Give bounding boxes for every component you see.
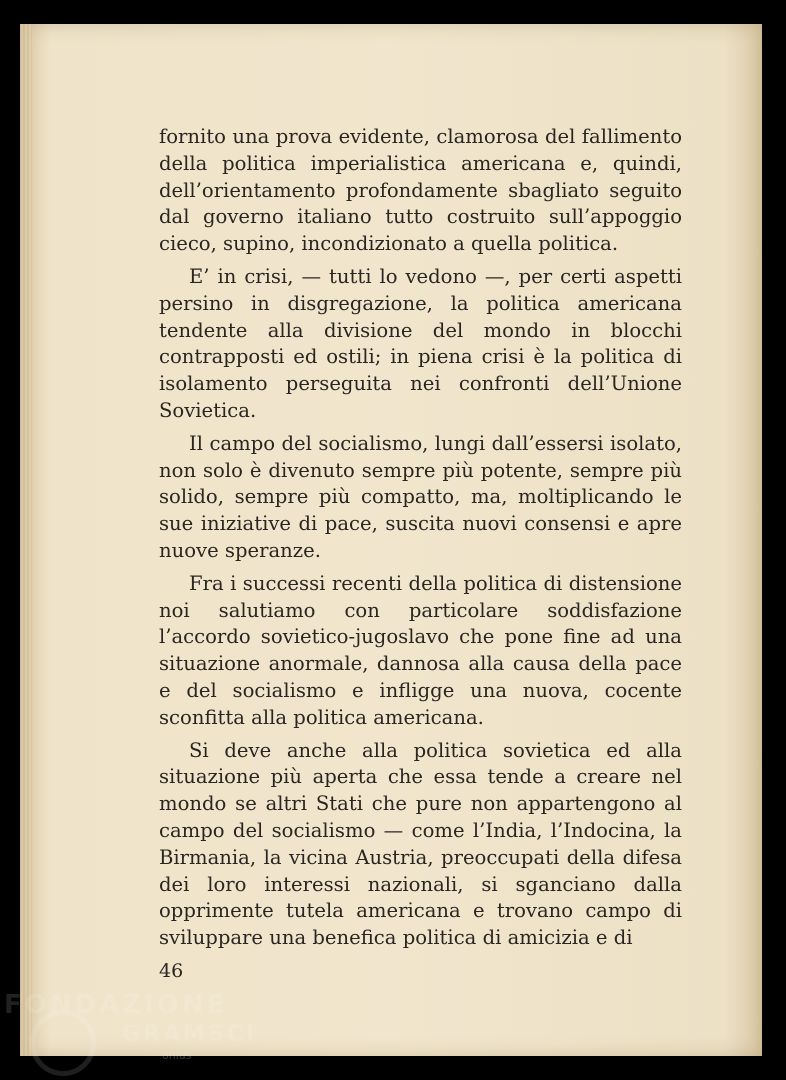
paragraph-3: Il campo del socialismo, lungi dall’essersi isolato, non solo è divenuto sempre più potente, sempre più solido, sempre più compatto, ma, moltiplicando le sue iniziative di pace, suscita nuovi consensi e apre nuove speranze. — [159, 431, 682, 562]
paragraph-1: fornito una prova evidente, clamorosa del fallimento della politica imperialistica americana e, quindi, dell’orientamento profondamente sbagliato seguito dal governo italiano tutto costruito sull’appoggio cieco, supino, incondizionato a quella politica. — [159, 125, 682, 256]
body-text — [159, 124, 682, 958]
page-number: 46 — [159, 960, 184, 982]
watermark-line-2: GRAMSCI — [122, 1022, 258, 1047]
paragraph-5: Si deve anche alla politica sovietica ed alla situazione più aperta che essa tende a creare nel mondo se altri Stati che pure non appartengono al campo del socialismo — come l’India, l’Indocina, la Birmania, la vicina Austria, preoccupati della difesa dei loro interessi nazionali, si sganciano dalla opprimente tutela americana e trovano campo di sviluppare una benefica politica di amicizia e di — [159, 738, 682, 950]
watermark — [4, 990, 257, 1050]
paragraph-2: E’ in crisi, — tutti lo vedono —, per certi aspetti persino in disgregazione, la politica americana tendente alla divisione del mondo in blocchi contrapposti ed ostili; in piena crisi è la politica di isolamento perseguita nei confronti dell’Unione Sovietica. — [159, 264, 682, 422]
watermark-onlus: onlus — [162, 1049, 192, 1062]
page-edges — [20, 24, 32, 1056]
watermark-line-1: FONDAZIONE — [4, 990, 228, 1020]
paragraph-4: Fra i successi recenti della politica di distensione noi salutiamo con particolare soddisfazione l’accordo sovietico-jugoslavo che pone fine ad una situazione anormale, dannosa alla causa della pace e del socialismo e infligge una nuova, cocente sconfitta alla politica americana. — [159, 571, 682, 729]
